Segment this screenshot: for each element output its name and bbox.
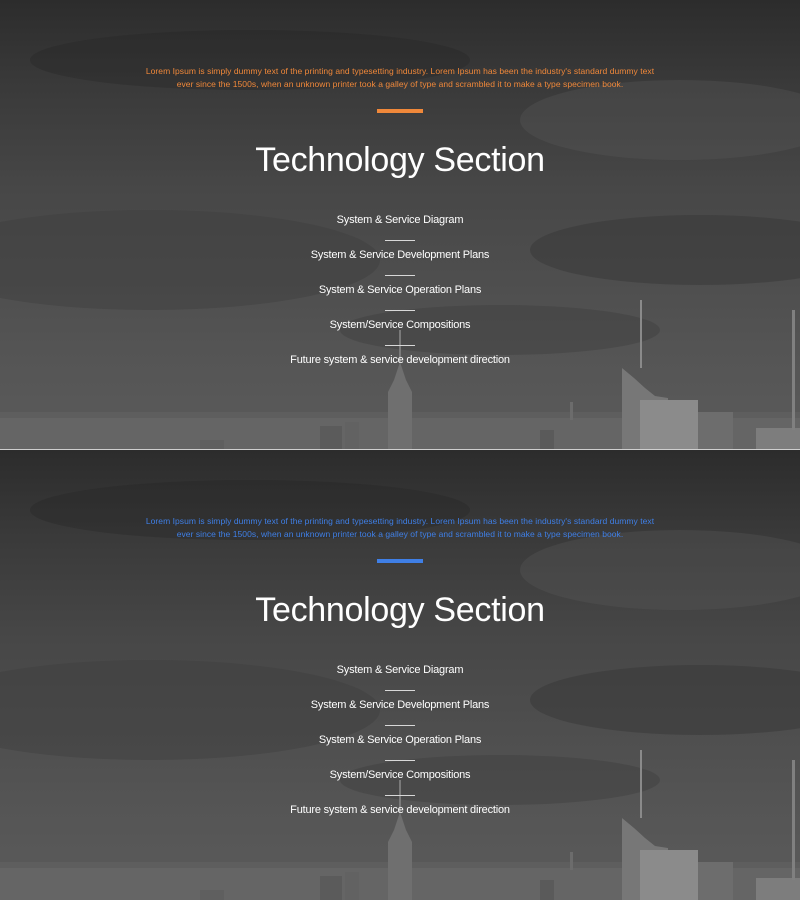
accent-bar <box>377 559 423 563</box>
topic-label[interactable]: System & Service Operation Plans <box>318 284 482 296</box>
intro-line-1: Lorem Ipsum is simply dummy text of the printing and typesetting industry. Lorem Ipsum has been the industry's standard dummy text <box>145 66 655 76</box>
separator <box>385 310 415 311</box>
separator <box>385 690 415 691</box>
list-item[interactable] <box>200 762 600 797</box>
slide-title: Technology Section <box>255 141 545 179</box>
topic-label[interactable]: System & Service Diagram <box>336 664 464 676</box>
slide-title: Technology Section <box>255 591 545 629</box>
intro-line-1: Lorem Ipsum is simply dummy text of the printing and typesetting industry. Lorem Ipsum has been the industry's standard dummy text <box>145 516 655 526</box>
topic-label[interactable]: System/Service Compositions <box>329 319 471 331</box>
separator <box>385 275 415 276</box>
intro-line-2: ever since the 1500s, when an unknown printer took a galley of type and scrambled it to make a type specimen book. <box>176 529 624 539</box>
topic-label[interactable]: Future system & service development direction <box>290 804 510 816</box>
intro-line-2: ever since the 1500s, when an unknown printer took a galley of type and scrambled it to make a type specimen book. <box>176 79 624 89</box>
separator <box>385 345 415 346</box>
topic-label[interactable]: System & Service Development Plans <box>310 249 490 261</box>
list-item[interactable] <box>200 312 600 347</box>
separator <box>385 240 415 241</box>
topic-label[interactable]: System & Service Diagram <box>336 214 464 226</box>
separator <box>385 760 415 761</box>
list-item[interactable] <box>200 692 600 727</box>
list-item[interactable] <box>200 277 600 312</box>
topic-label[interactable]: System & Service Development Plans <box>310 699 490 711</box>
intro-paragraph <box>120 515 680 541</box>
topic-list <box>200 207 600 382</box>
separator <box>385 725 415 726</box>
list-item[interactable] <box>200 207 600 242</box>
list-item[interactable] <box>200 727 600 762</box>
list-item[interactable] <box>200 242 600 277</box>
separator <box>385 795 415 796</box>
topic-label[interactable]: System & Service Operation Plans <box>318 734 482 746</box>
topic-list <box>200 657 600 832</box>
list-item[interactable] <box>200 797 600 832</box>
topic-label[interactable]: System/Service Compositions <box>329 769 471 781</box>
intro-paragraph <box>120 65 680 91</box>
accent-bar <box>377 109 423 113</box>
slide-blue <box>0 450 800 900</box>
list-item[interactable] <box>200 657 600 692</box>
topic-label[interactable]: Future system & service development direction <box>290 354 510 366</box>
list-item[interactable] <box>200 347 600 382</box>
